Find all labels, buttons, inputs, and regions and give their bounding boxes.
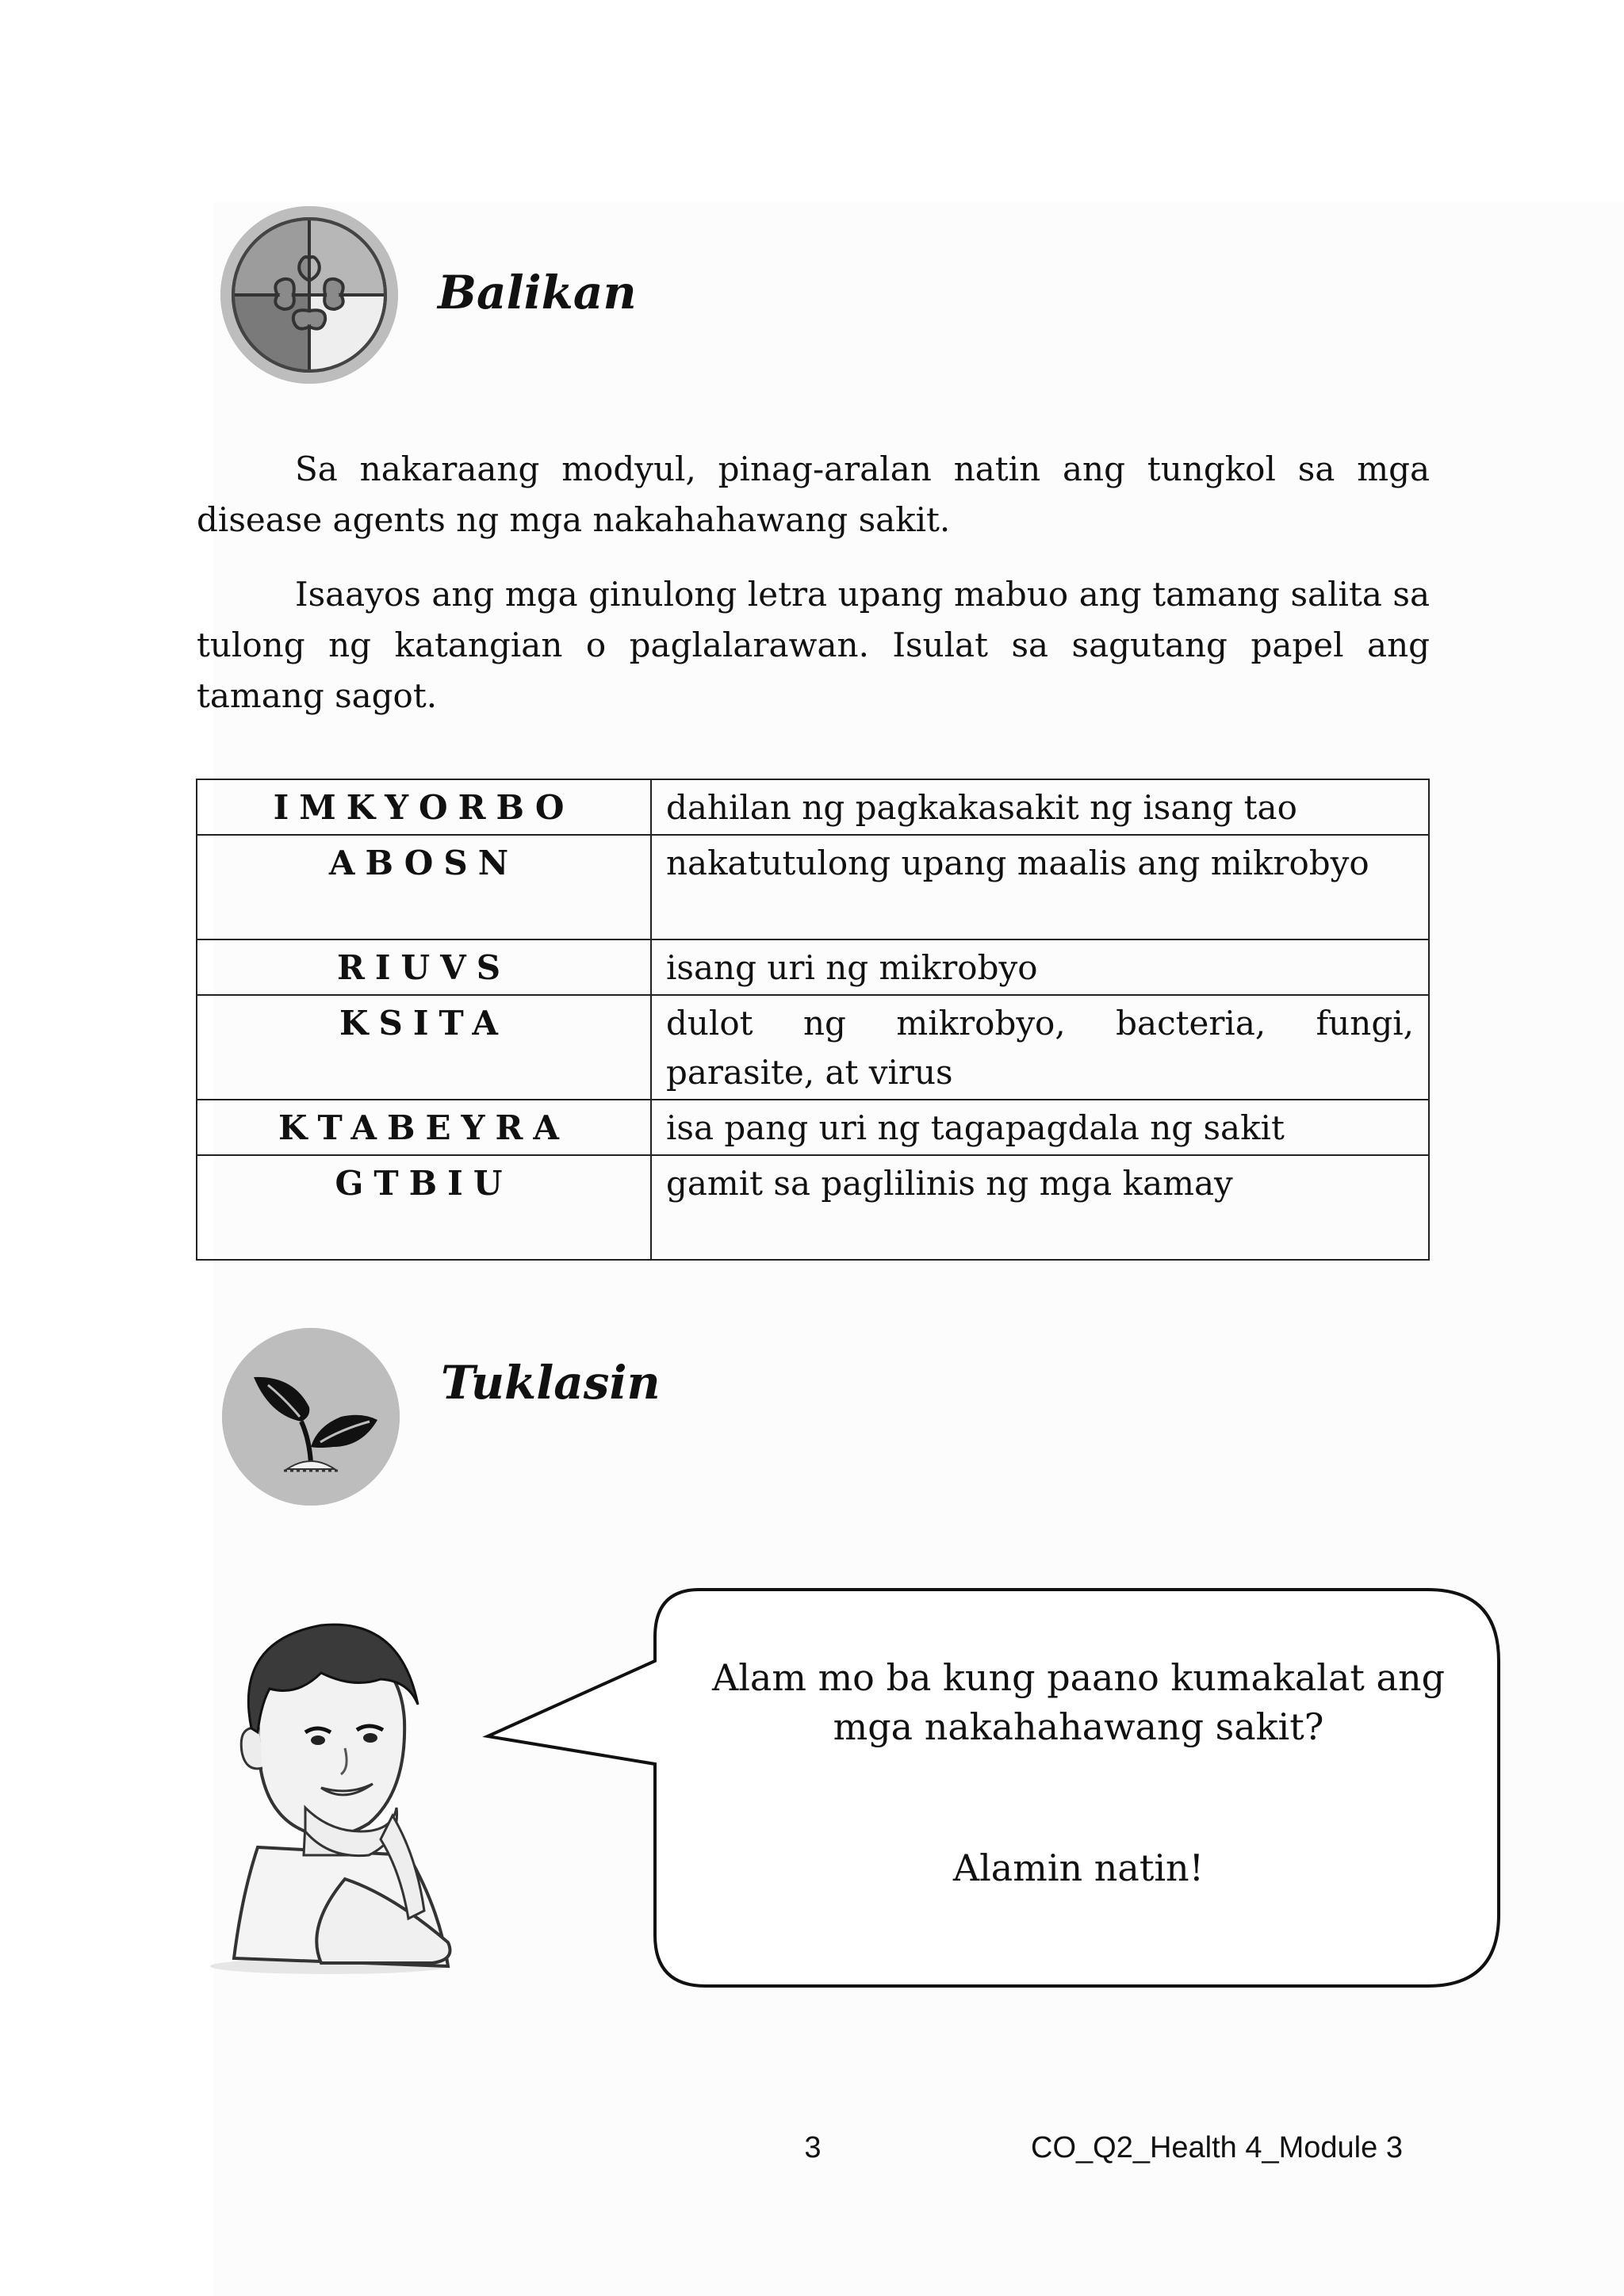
table-row (197, 995, 1429, 1100)
scrambled-word: RIUVS (197, 939, 651, 995)
clue-text: dulot ng mikrobyo, bacteria, fungi, parasite, at virus (651, 995, 1429, 1100)
bubble-question-line-1: Alam mo ba kung paano kumakalat ang (711, 1656, 1446, 1699)
balikan-title: Balikan (438, 266, 637, 320)
scrambled-word: ABOSN (197, 835, 651, 939)
clue-text: isa pang uri ng tagapagdala ng sakit (651, 1100, 1429, 1155)
speech-bubble (476, 1582, 1507, 1994)
scrambled-word: IMKYORBO (197, 779, 651, 835)
table-row (197, 1100, 1429, 1155)
table-row (197, 835, 1429, 939)
table-row (197, 939, 1429, 995)
clue-text: nakatutulong upang maalis ang mikrobyo (651, 835, 1429, 939)
balikan-paragraph-1: Sa nakaraang modyul, pinag-aralan natin ang tungkol sa mga disease agents ng mga nakahahawang sakit. (197, 450, 1430, 539)
scrambled-word: GTBIU (197, 1155, 651, 1260)
sprout-icon (222, 1328, 400, 1506)
tuklasin-title: Tuklasin (441, 1356, 661, 1410)
page-number: 3 (804, 2131, 822, 2164)
puzzle-icon (220, 206, 398, 384)
table-row (197, 1155, 1429, 1260)
word-puzzle-table (196, 779, 1430, 1261)
bubble-prompt: Alamin natin! (952, 1846, 1205, 1889)
table-row (197, 779, 1429, 835)
bubble-question-line-2: mga nakahahawang sakit? (833, 1705, 1324, 1748)
scrambled-word: KTABEYRA (197, 1100, 651, 1155)
scrambled-word: KSITA (197, 995, 651, 1100)
balikan-paragraph-2: Isaayos ang mga ginulong letra upang mabuo ang tamang salita sa tulong ng katangian o paglalarawan. Isulat sa sagutang papel ang tamang sagot. (197, 575, 1430, 715)
clue-text: isang uri ng mikrobyo (651, 939, 1429, 995)
clue-text: dahilan ng pagkakasakit ng isang tao (651, 779, 1429, 835)
clue-text: gamit sa paglilinis ng mga kamay (651, 1155, 1429, 1260)
module-code: CO_Q2_Health 4_Module 3 (1031, 2131, 1403, 2164)
